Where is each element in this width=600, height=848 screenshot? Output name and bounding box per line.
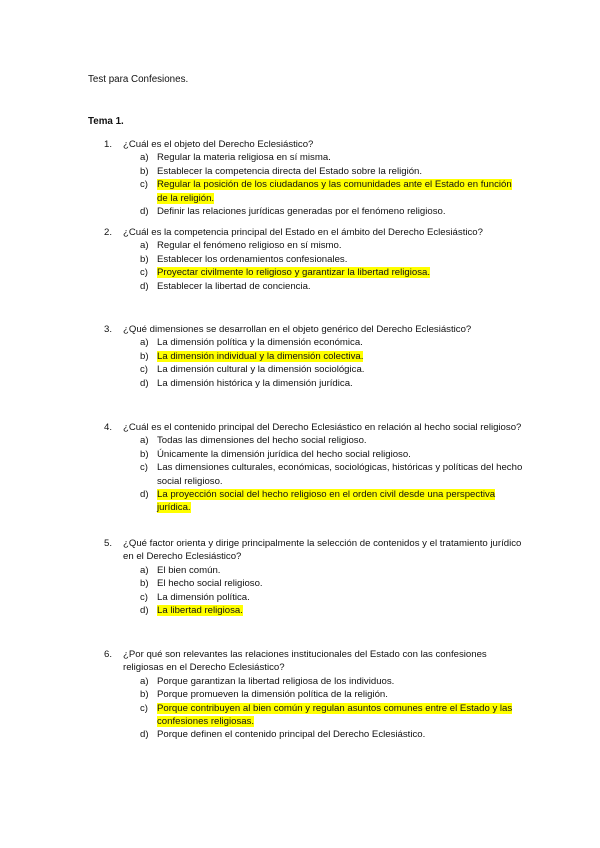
highlighted-answer: La dimensión individual y la dimensión colectiva. [157,350,364,362]
option-letter: b) [140,448,149,460]
answer-option [140,488,524,515]
answer-options [104,336,524,390]
question-block [104,648,524,742]
option-text: Regular el fenómeno religioso en sí mismo. [157,240,342,252]
option-text: El bien común. [157,564,221,576]
option-text: Todas las dimensiones del hecho social religioso. [157,435,367,447]
answer-option [140,448,524,461]
answer-option [140,591,524,604]
option-letter: a) [140,152,149,164]
answer-option [140,350,524,363]
highlighted-answer: Regular la posición de los ciudadanos y las comunidades ante el Estado en función de la religión. [157,179,512,204]
question-header [104,323,524,336]
option-letter: c) [140,702,148,714]
option-text: La dimensión política y la dimensión económica. [157,337,363,349]
option-text: Regular la materia religiosa en sí misma. [157,152,331,164]
answer-option [140,461,524,488]
option-letter: c) [140,462,148,474]
question-number: 6. [104,649,113,660]
option-letter: a) [140,675,149,687]
answer-options [104,239,524,293]
question-number: 4. [104,422,113,433]
option-letter: d) [140,489,149,501]
question-text: ¿Por qué son relevantes las relaciones institucionales del Estado con las confesiones religiosas en el Derecho Eclesiástico? [123,649,487,674]
option-text: Porque promueven la dimensión política de la religión. [157,689,388,701]
option-text: Las dimensiones culturales, económicas, sociológicas, históricas y políticas del hecho social religioso. [157,462,523,487]
option-letter: b) [140,578,149,590]
option-letter: c) [140,267,148,279]
answer-option [140,434,524,447]
question-text: ¿Qué factor orienta y dirige principalmente la selección de contenidos y el tratamiento jurídico en el Derecho Eclesiástico? [123,538,522,563]
option-text: Establecer la libertad de conciencia. [157,280,311,292]
option-letter: c) [140,364,148,376]
option-text: Definir las relaciones jurídicas generadas por el fenómeno religioso. [157,206,446,218]
question-text: ¿Cuál es la competencia principal del Estado en el ámbito del Derecho Eclesiástico? [123,227,483,238]
option-letter: a) [140,337,149,349]
highlighted-answer: La proyección social del hecho religioso en el orden civil desde una perspectiva jurídica. [157,489,496,514]
answer-option [140,280,524,293]
option-letter: d) [140,729,149,741]
option-letter: d) [140,605,149,617]
question-number: 3. [104,324,113,335]
highlighted-answer: Porque contribuyen al bien común y regulan asuntos comunes entre el Estado y las confesiones religiosas. [157,702,513,728]
answer-options [104,564,524,618]
answer-option [140,178,524,205]
answer-option [140,266,524,279]
option-letter: c) [140,179,148,191]
answer-option [140,363,524,376]
answer-option [140,728,524,741]
document-title: Test para Confesiones. [88,74,189,85]
answer-option [140,675,524,688]
answer-option [140,253,524,266]
answer-option [140,336,524,349]
answer-option [140,564,524,577]
option-letter: b) [140,165,149,177]
answer-option [140,604,524,617]
answer-options [104,675,524,742]
option-text: El hecho social religioso. [157,578,263,590]
answer-option [140,165,524,178]
question-block [104,323,524,390]
option-letter: b) [140,253,149,265]
question-header [104,537,524,564]
answer-options [104,151,524,218]
option-letter: a) [140,240,149,252]
question-header [104,138,524,151]
option-letter: b) [140,350,149,362]
option-letter: d) [140,280,149,292]
question-text: ¿Cuál es el objeto del Derecho Eclesiástico? [123,139,314,150]
question-number: 5. [104,538,113,549]
question-block [104,138,524,218]
option-letter: b) [140,689,149,701]
option-text: Establecer los ordenamientos confesionales. [157,253,348,265]
answer-option [140,151,524,164]
option-text: Únicamente la dimensión jurídica del hecho social religioso. [157,448,411,460]
question-text: ¿Qué dimensiones se desarrollan en el objeto genérico del Derecho Eclesiástico? [123,324,472,335]
option-text: La dimensión histórica y la dimensión jurídica. [157,377,353,389]
answer-option [140,239,524,252]
question-block [104,421,524,515]
option-letter: d) [140,206,149,218]
question-number: 2. [104,227,113,238]
highlighted-answer: La libertad religiosa. [157,605,243,617]
option-text: Porque definen el contenido principal del Derecho Eclesiástico. [157,729,426,741]
question-header [104,226,524,239]
answer-option [140,205,524,218]
question-header [104,648,524,675]
question-header [104,421,524,434]
answer-option [140,577,524,590]
option-letter: a) [140,564,149,576]
highlighted-answer: Proyectar civilmente lo religioso y garantizar la libertad religiosa. [157,267,431,279]
section-heading: Tema 1. [88,116,124,127]
question-block [104,537,524,617]
answer-option [140,377,524,390]
option-text: Porque garantizan la libertad religiosa de los individuos. [157,675,395,687]
question-block [104,226,524,293]
option-letter: d) [140,377,149,389]
option-text: La dimensión cultural y la dimensión sociológica. [157,364,365,376]
question-number: 1. [104,139,113,150]
option-text: Establecer la competencia directa del Estado sobre la religión. [157,165,423,177]
question-text: ¿Cuál es el contenido principal del Derecho Eclesiástico en relación al hecho social religioso? [123,422,522,433]
option-text: La dimensión política. [157,591,250,603]
answer-option [140,688,524,701]
option-letter: a) [140,435,149,447]
option-letter: c) [140,591,148,603]
answer-option [140,702,524,729]
answer-options [104,434,524,514]
